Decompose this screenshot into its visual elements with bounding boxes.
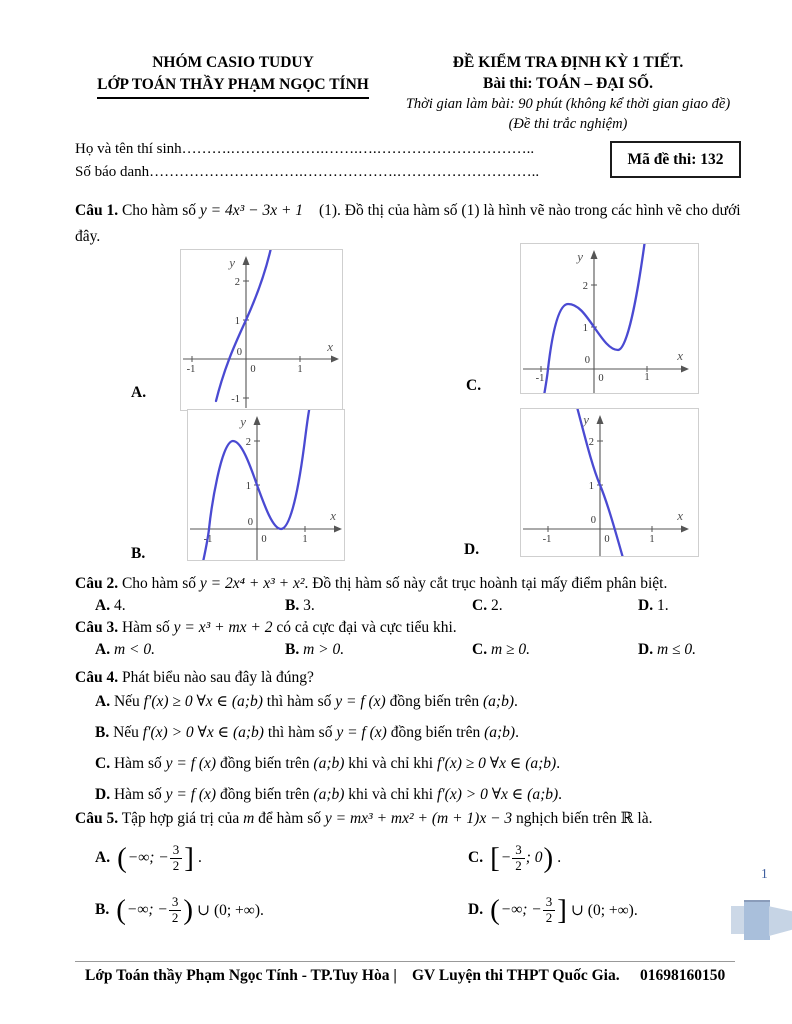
footer-class-info: Lớp Toán thầy Phạm Ngọc Tính - TP.Tuy Hòa | xyxy=(85,967,397,984)
y-arrow-icon xyxy=(591,250,598,259)
question-5-option-b: B. ( −∞; − $\frac{3}{2}$ ) ∪ (0; +∞). xyxy=(95,893,264,926)
graph-d-plot xyxy=(520,408,699,557)
question-4: Câu 4. Phát biểu nào sau đây là đúng? xyxy=(75,669,314,686)
x-arrow-icon xyxy=(331,356,339,363)
student-id-line: Số báo danh………………………….……………….……………………….. xyxy=(75,163,540,180)
exam-title: ĐỀ KIỂM TRA ĐỊNH KỲ 1 TIẾT. xyxy=(452,54,684,71)
option-b: B. m > 0. xyxy=(285,641,345,658)
tick-label: 2 xyxy=(234,277,240,288)
footer-divider xyxy=(75,961,735,962)
tick-label: 0 xyxy=(250,364,256,375)
function-curve xyxy=(577,408,625,557)
tick-label: 1 xyxy=(297,364,303,375)
tick-label: 0 xyxy=(604,534,610,545)
exam-code-text: Mã đề thi: 132 xyxy=(627,150,724,168)
y-arrow-icon xyxy=(254,416,261,425)
student-info xyxy=(75,138,640,183)
tick-label: 0 xyxy=(261,534,267,545)
tick-label: 1 xyxy=(234,316,240,327)
header-left xyxy=(68,52,398,99)
student-name-line: Họ và tên thí sinh……….……………….…….….………………………….. xyxy=(75,141,535,157)
x-axis-label: x xyxy=(330,508,336,523)
fraction: $\frac{3}{2}$ xyxy=(169,895,182,926)
y-axis-label: y xyxy=(583,412,589,427)
option-a: A. 4. xyxy=(95,597,126,614)
question-3-label: Câu 3. xyxy=(75,619,119,636)
y-arrow-icon xyxy=(243,256,250,265)
x-arrow-icon xyxy=(681,526,689,533)
tick-label: 0 xyxy=(584,355,590,366)
option-c: C. m ≥ 0. xyxy=(472,641,531,658)
option-a: A. m < 0. xyxy=(95,641,155,658)
tick-label: 0 xyxy=(247,517,253,528)
x-axis-label: x xyxy=(677,508,683,523)
tick-label: -1 xyxy=(203,534,213,545)
question-3-options xyxy=(0,641,792,663)
tick-label: -1 xyxy=(231,394,240,405)
question-5: Câu 5. Tập hợp giá trị của m để hàm số y = mx³ + mx² + (m + 1)x − 3 nghịch biến trên ℝ là. xyxy=(75,810,653,827)
tick-label: 0 xyxy=(598,373,604,384)
watermark-center-block xyxy=(744,900,770,940)
y-axis-label: y xyxy=(229,255,235,270)
tick-label: -1 xyxy=(186,364,196,375)
x-arrow-icon xyxy=(334,526,342,533)
tick-label: 1 xyxy=(245,481,251,492)
exam-code-box xyxy=(610,141,741,178)
question-5-option-c: C. [ − $\frac{3}{2}$ ; 0 ) . xyxy=(468,841,562,874)
y-arrow-icon xyxy=(597,415,604,424)
question-4-option-b: B. Nếu f′(x) > 0 ∀x ∈ (a;b) thì hàm số y = f (x) đồng biến trên (a;b). xyxy=(95,724,519,741)
tick-label: 2 xyxy=(245,437,251,448)
y-axis-label: y xyxy=(240,414,246,429)
class-name: LỚP TOÁN THẦY PHẠM NGỌC TÍNH xyxy=(68,74,398,99)
graph-c-plot xyxy=(520,243,699,394)
graph-d-label: D. xyxy=(464,541,480,558)
option-c: C. 2. xyxy=(472,597,503,614)
option-d: D. 1. xyxy=(638,597,669,614)
tick-label: -1 xyxy=(542,534,552,545)
graph-c-label: C. xyxy=(466,377,482,394)
tick-label: 1 xyxy=(302,534,308,545)
x-axis-label: x xyxy=(327,339,333,354)
x-axis-label: x xyxy=(677,348,683,363)
tick-label: 1 xyxy=(588,481,594,492)
question-4-label: Câu 4. xyxy=(75,669,119,686)
exam-duration: Thời gian làm bài: 90 phút (không kể thời gian giao đề) xyxy=(405,96,731,112)
x-arrow-icon xyxy=(681,366,689,373)
question-3: Câu 3. Hàm số y = x³ + mx + 2 có cả cực đại và cực tiểu khi. xyxy=(75,619,457,636)
footer-phone: 01698160150 xyxy=(640,967,726,984)
footer-teacher-info: GV Luyện thi THPT Quốc Gia. xyxy=(412,967,620,984)
question-1: Câu 1. Cho hàm số y = 4x³ − 3x + 1 (1). Đồ thị của hàm số (1) là hình vẽ nào trong các hình vẽ cho dưới đây. xyxy=(75,202,741,245)
question-4-option-d: D. Hàm số y = f (x) đồng biến trên (a;b) khi và chỉ khi f′(x) > 0 ∀x ∈ (a;b). xyxy=(95,786,563,803)
tick-label: -1 xyxy=(535,373,545,384)
watermark-right-block xyxy=(769,905,792,936)
question-1-label: Câu 1. xyxy=(75,202,119,219)
tick-label: 1 xyxy=(649,534,655,545)
question-5-option-a: A. ( −∞; − $\frac{3}{2}$ ] . xyxy=(95,841,202,874)
tick-label: 1 xyxy=(644,372,650,383)
tick-label: 1 xyxy=(582,323,588,334)
graph-a-plot xyxy=(180,249,343,411)
function-curve xyxy=(216,249,271,401)
exam-subject: Bài thi: TOÁN – ĐẠI SỐ. xyxy=(483,75,653,92)
group-name: NHÓM CASIO TUDUY xyxy=(152,54,314,71)
graph-a-label: A. xyxy=(131,384,147,401)
question-4-option-c: C. Hàm số y = f (x) đồng biến trên (a;b) khi và chỉ khi f′(x) ≥ 0 ∀x ∈ (a;b). xyxy=(95,755,561,772)
fraction: $\frac{3}{2}$ xyxy=(170,843,183,874)
question-2-label: Câu 2. xyxy=(75,575,119,592)
header-right xyxy=(388,52,748,134)
question-4-option-a: A. Nếu f′(x) ≥ 0 ∀x ∈ (a;b) thì hàm số y = f (x) đồng biến trên (a;b). xyxy=(95,693,518,710)
option-b: B. 3. xyxy=(285,597,315,614)
question-5-label: Câu 5. xyxy=(75,810,119,827)
fraction: $\frac{3}{2}$ xyxy=(512,843,525,874)
tick-label: 0 xyxy=(236,347,242,358)
y-axis-label: y xyxy=(577,249,583,264)
question-5-option-d: D. ( −∞; − $\frac{3}{2}$ ] ∪ (0; +∞). xyxy=(468,893,638,926)
watermark-3d-icon xyxy=(731,897,792,941)
tick-label: 0 xyxy=(590,515,596,526)
graph-b-plot xyxy=(187,409,345,561)
tick-label: 2 xyxy=(588,437,594,448)
option-d: D. m ≤ 0. xyxy=(638,641,697,658)
page-number: 1 xyxy=(761,866,768,881)
exam-type: (Đề thi trắc nghiệm) xyxy=(508,116,628,132)
graph-b-label: B. xyxy=(131,545,146,562)
fraction: $\frac{3}{2}$ xyxy=(543,895,556,926)
question-2: Câu 2. Cho hàm số y = 2x⁴ + x³ + x². Đồ thị hàm số này cắt trục hoành tại mấy điểm phân biệt. xyxy=(75,575,668,592)
tick-label: 2 xyxy=(582,281,588,292)
